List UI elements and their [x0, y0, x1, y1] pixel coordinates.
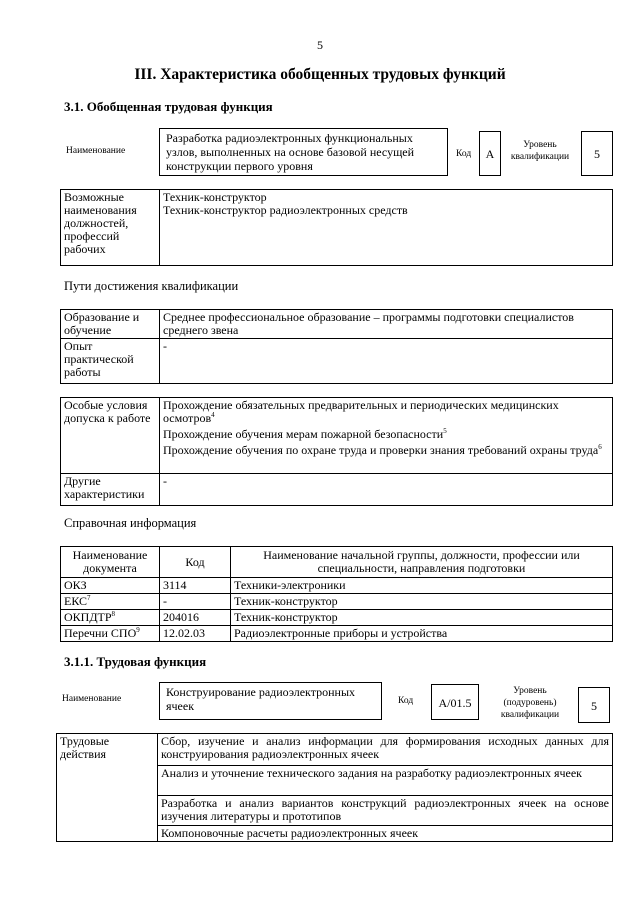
action-item: Сбор, изучение и анализ информации для формирования исходных данных для конструирования радиоэлектронных ячеек	[158, 734, 613, 766]
conditions-label: Особые условия допуска к работе	[61, 398, 160, 474]
ref-code: 204016	[160, 610, 231, 626]
labor-func-name-label: Наименование	[62, 694, 122, 704]
condition-3-footnote: 6	[598, 443, 602, 451]
ref-doc-footnote: 8	[111, 610, 116, 618]
experience-label: Опыт практической работы	[61, 339, 160, 384]
ref-code: -	[160, 594, 231, 610]
ref-col-code: Код	[160, 547, 231, 578]
ref-doc-footnote: 9	[136, 626, 140, 634]
positions-table	[60, 189, 613, 266]
condition-1: Прохождение обязательных предварительных и периодических медицинских осмотров	[163, 398, 559, 425]
gen-func-level-value: 5	[581, 131, 613, 176]
position-2: Техник-конструктор радиоэлектронных средств	[163, 203, 408, 217]
experience-value: -	[160, 339, 613, 384]
reference-heading: Справочная информация	[64, 516, 197, 530]
position-1: Техник-конструктор	[163, 190, 267, 204]
positions-label: Возможные наименования должностей, профессий рабочих	[61, 190, 160, 266]
page-number: 5	[317, 38, 323, 52]
action-item: Разработка и анализ вариантов конструкций радиоэлектронных ячеек на основе изучения литературы и прототипов	[158, 796, 613, 826]
education-label: Образование и обучение	[61, 310, 160, 339]
gen-func-heading: 3.1. Обобщенная трудовая функция	[64, 99, 273, 114]
condition-2-footnote: 5	[443, 427, 447, 435]
other-label: Другие характеристики	[61, 474, 160, 506]
positions-values	[160, 190, 613, 266]
ref-code: 12.02.03	[160, 626, 231, 642]
labor-func-level-value: 5	[578, 687, 610, 723]
action-item: Компоновочные расчеты радиоэлектронных ячеек	[158, 826, 613, 842]
gen-func-name-value: Разработка радиоэлектронных функциональных узлов, выполненных на основе базовой несущей конструкции первого уровня	[159, 128, 448, 176]
paths-table	[60, 309, 613, 384]
condition-2: Прохождение обучения мерам пожарной безопасности	[163, 427, 444, 441]
actions-label: Трудовые действия	[57, 734, 158, 842]
ref-col-name: Наименование начальной группы, должности, профессии или специальности, направления подготовки	[231, 547, 613, 578]
condition-1-footnote: 4	[211, 411, 215, 419]
ref-doc: Перечни СПО	[64, 626, 137, 640]
gen-func-code-value: А	[479, 131, 501, 176]
conditions-table	[60, 397, 613, 506]
table-row	[61, 594, 613, 610]
ref-doc: ОКПДТР	[64, 610, 112, 624]
ref-code: 3114	[160, 578, 231, 594]
ref-doc-footnote: 7	[87, 594, 91, 602]
labor-func-heading: 3.1.1. Трудовая функция	[64, 654, 207, 669]
paths-heading: Пути достижения квалификации	[64, 279, 239, 293]
action-item: Анализ и уточнение технического задания на разработку радиоэлектронных ячеек	[158, 766, 613, 796]
reference-table	[60, 546, 613, 642]
actions-table	[56, 733, 613, 842]
ref-name: Техник-конструктор	[231, 594, 613, 610]
ref-name: Техник-конструктор	[231, 610, 613, 626]
ref-doc: ОКЗ	[64, 578, 87, 592]
section-title: III. Характеристика обобщенных трудовых функций	[134, 66, 506, 83]
education-value: Среднее профессиональное образование – программы подготовки специалистов среднего звена	[160, 310, 613, 339]
gen-func-name-label: Наименование	[66, 146, 126, 156]
gen-func-code-label: Код	[456, 149, 472, 159]
table-row	[61, 610, 613, 626]
ref-doc: ЕКС	[64, 594, 88, 608]
ref-name: Техники-электроники	[231, 578, 613, 594]
labor-func-code-value: А/01.5	[431, 684, 479, 720]
labor-func-level-label: Уровень (подуровень) квалификации	[500, 686, 560, 720]
labor-func-code-label: Код	[398, 696, 414, 706]
ref-col-doc: Наименование документа	[61, 547, 160, 578]
labor-func-name-value: Конструирование радиоэлектронных ячеек	[159, 682, 382, 720]
conditions-values	[160, 398, 613, 474]
other-value: -	[160, 474, 613, 506]
table-row	[61, 578, 613, 594]
condition-3: Прохождение обучения по охране труда и проверки знания требований охраны труда	[163, 443, 599, 457]
gen-func-level-label: Уровень квалификации	[510, 140, 570, 162]
table-row	[61, 626, 613, 642]
ref-name: Радиоэлектронные приборы и устройства	[231, 626, 613, 642]
